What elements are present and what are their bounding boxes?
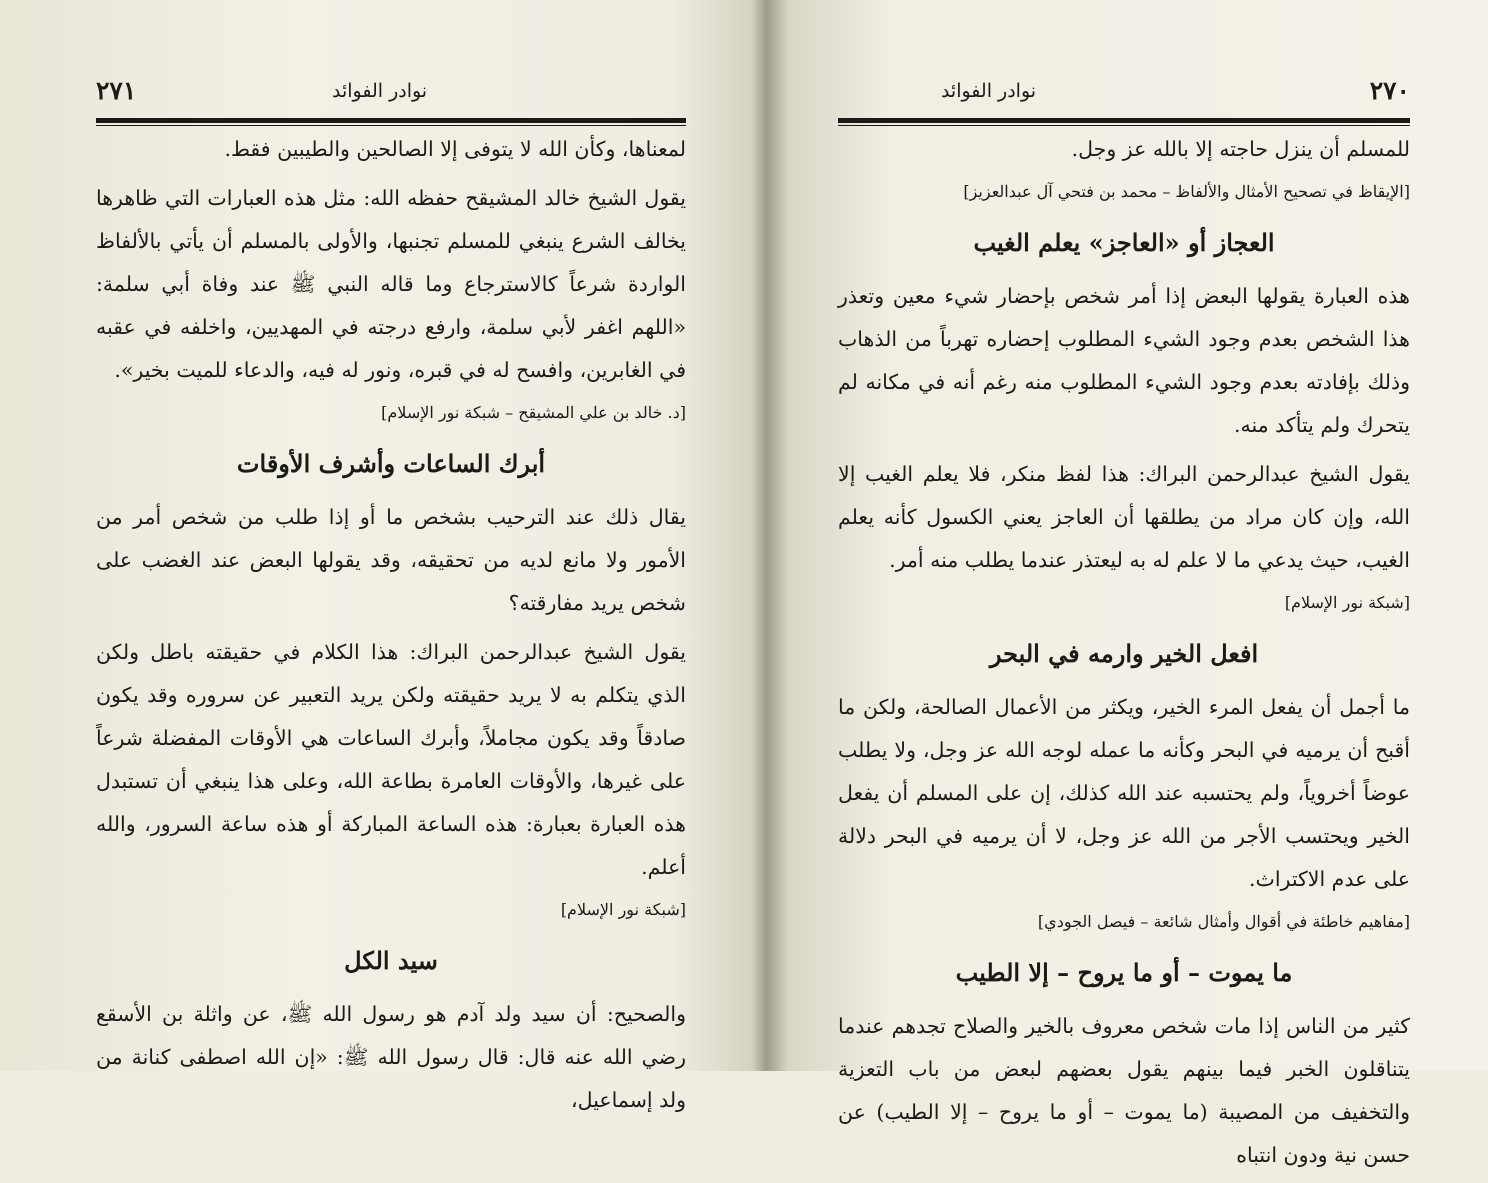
section-heading: ما يموت – أو ما يروح – إلا الطيب xyxy=(955,958,1293,987)
section-heading: أبرك الساعات وأشرف الأوقات xyxy=(236,449,546,478)
paragraph: هذه العبارة يقولها البعض إذا أمر شخص بإحضار شيء معين وتعذر هذا الشخص بعدم وجود الشيء المطلوب إحضاره تهرباً من الذهاب وذلك بإفادته بعدم وجود الشيء المطلوب منه رغم أنه في مكانه لم يتحرك ولم يتأكد منه. xyxy=(838,284,1410,437)
left-page xyxy=(96,0,686,1112)
source-citation: [مفاهيم خاطئة في أقوال وأمثال شائعة – فيصل الجودي] xyxy=(1037,912,1410,931)
section-heading: افعل الخير وارمه في البحر xyxy=(989,639,1259,668)
running-head xyxy=(96,76,686,114)
paragraph: يقول الشيخ عبدالرحمن البراك: هذا الكلام في حقيقته باطل ولكن الذي يتكلم به لا يريد حقيقته ولكن يريد التعبير عن سروره وقد يكون صادقاً وقد يكون مجاملاً، وأبرك الساعات هي الأوقات المفضلة شرعاً على غيرها، والأوقات العامرة بطاعة الله، وعلى هذا ينبغي أن تستبدل هذه العبارة بعبارة: هذه الساعة المباركة أو هذه ساعة السرور، والله أعلم. xyxy=(96,640,686,879)
right-page xyxy=(838,0,1410,1167)
source-citation: [شبكة نور الإسلام] xyxy=(1284,593,1410,612)
running-head xyxy=(838,76,1410,114)
paragraph: يقال ذلك عند الترحيب بشخص ما أو إذا طلب من شخص أمر من الأمور ولا مانع لديه من تحقيقه، وقد يقولها البعض عند الغضب على شخص يريد مفارقته؟ xyxy=(96,505,686,615)
header-rule xyxy=(96,118,686,123)
page-number: ٢٧٠ xyxy=(1369,76,1410,105)
paragraph: لمعناها، وكأن الله لا يتوفى إلا الصالحين والطيبين فقط. xyxy=(224,137,686,161)
running-title: نوادر الفوائد xyxy=(332,80,428,102)
paragraph: والصحيح: أن سيد ولد آدم هو رسول الله ﷺ، عن واثلة بن الأسقع رضي الله عنه قال: قال رسول الله ﷺ: «إن الله اصطفى كنانة من ولد إسماعيل، xyxy=(96,1002,686,1112)
source-citation: [د. خالد بن علي المشيقح – شبكة نور الإسلام] xyxy=(381,403,686,422)
paragraph: ما أجمل أن يفعل المرء الخير، ويكثر من الأعمال الصالحة، ولكن ما أقبح أن يرميه في البحر وكأنه ما عمله لوجه الله عز وجل، ولا يطلب عوضاً أخروياً، ولم يحتسبه عند الله كذلك، إن على المسلم أن يفعل الخير ويحتسب الأجر من الله عز وجل، لا أن يرميه في البحر دلالة على عدم الاكتراث. xyxy=(838,695,1410,891)
running-title: نوادر الفوائد xyxy=(940,80,1037,102)
page-body xyxy=(838,128,1410,1183)
paragraph: يقول الشيخ خالد المشيقح حفظه الله: مثل هذه العبارات التي ظاهرها يخالف الشرع ينبغي للمسلم تجنبها، والأولى بالمسلم أن يأتي بالألفاظ الواردة شرعاً كالاسترجاع وما قاله النبي ﷺ عند وفاة أبي سلمة: «اللهم اغفر لأبي سلمة، وارفع درجته في المهديين، واخلفه في عقبه في الغابرين، وافسح له في قبره، ونور له فيه، والدعاء للميت بخير». xyxy=(96,186,686,382)
page-body xyxy=(96,128,686,1128)
page-number: ٢٧١ xyxy=(96,76,137,105)
paragraph: كثير من الناس إذا مات شخص معروف بالخير والصلاح تجدهم عندما يتناقلون الخبر فيما بينهم يقول بعضهم لبعض من باب التعزية والتخفيف من المصيبة (ما يموت – أو ما يروح – إلا الطيب) عن حسن نية ودون انتباه xyxy=(838,1014,1410,1167)
paragraph: يقول الشيخ عبدالرحمن البراك: هذا لفظ منكر، فلا يعلم الغيب إلا الله، وإن كان مراد من يطلقها أن العاجز يعني الكسول كأنه يعلم الغيب، حيث يدعي ما لا علم له به ليعتذر عندما يطلب منه أمر. xyxy=(838,462,1410,572)
section-heading: سيد الكل xyxy=(344,946,438,975)
source-citation: [الإيقاظ في تصحيح الأمثال والألفاظ – محمد بن فتحي آل عبدالعزيز] xyxy=(963,182,1410,201)
header-rule xyxy=(838,118,1410,123)
section-heading: العجاز أو «العاجز» يعلم الغيب xyxy=(973,228,1275,257)
source-citation: [شبكة نور الإسلام] xyxy=(560,900,686,919)
paragraph: للمسلم أن ينزل حاجته إلا بالله عز وجل. xyxy=(1071,137,1410,161)
